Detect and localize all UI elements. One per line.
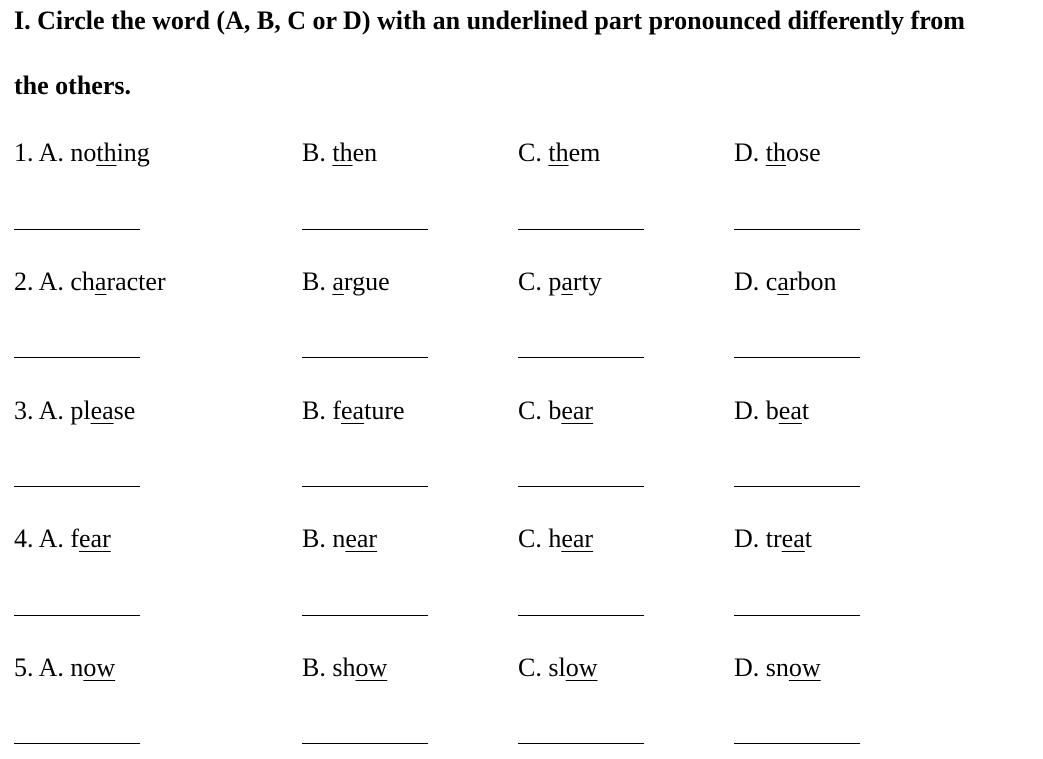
answer-blank[interactable] bbox=[302, 486, 428, 487]
question-2-option-a: 2. A. character bbox=[14, 267, 166, 296]
question-2-option-c: C. party bbox=[518, 267, 602, 296]
answer-blank[interactable] bbox=[518, 615, 644, 616]
question-5-option-d: D. snow bbox=[734, 653, 821, 682]
underlined-part: a bbox=[332, 267, 344, 296]
answer-blank[interactable] bbox=[302, 357, 428, 358]
answer-blank[interactable] bbox=[518, 357, 644, 358]
underlined-part: th bbox=[548, 138, 569, 167]
underlined-part: ow bbox=[565, 653, 598, 682]
question-row-1 bbox=[0, 138, 1043, 178]
answer-blanks-3 bbox=[0, 486, 1043, 490]
underlined-part: th bbox=[332, 138, 353, 167]
answer-blank[interactable] bbox=[518, 486, 644, 487]
question-5-option-c: C. slow bbox=[518, 653, 598, 682]
question-1-option-c: C. them bbox=[518, 138, 601, 167]
question-row-4 bbox=[0, 524, 1043, 564]
question-1-option-b: B. then bbox=[302, 138, 378, 167]
question-5-option-a: 5. A. now bbox=[14, 653, 116, 682]
answer-blank[interactable] bbox=[518, 743, 644, 744]
question-row-5 bbox=[0, 653, 1043, 693]
question-4-option-b: B. near bbox=[302, 524, 378, 553]
underlined-part: ea bbox=[781, 524, 805, 553]
answer-blank[interactable] bbox=[734, 357, 860, 358]
question-3-option-b: B. feature bbox=[302, 396, 405, 425]
answer-blank[interactable] bbox=[302, 229, 428, 230]
answer-blank[interactable] bbox=[302, 743, 428, 744]
question-3-option-c: C. bear bbox=[518, 396, 594, 425]
question-3-option-d: D. beat bbox=[734, 396, 810, 425]
underlined-part: a bbox=[94, 267, 107, 296]
underlined-part: th bbox=[96, 138, 117, 167]
underlined-part: ow bbox=[83, 653, 116, 682]
answer-blanks-4 bbox=[0, 615, 1043, 619]
answer-blank[interactable] bbox=[14, 229, 140, 230]
answer-blank[interactable] bbox=[734, 615, 860, 616]
question-2-option-d: D. carbon bbox=[734, 267, 837, 296]
question-5-option-b: B. show bbox=[302, 653, 388, 682]
question-4-option-d: D. treat bbox=[734, 524, 812, 553]
underlined-part: ea bbox=[90, 396, 114, 425]
answer-blanks-1 bbox=[0, 229, 1043, 233]
answer-blanks-5 bbox=[0, 743, 1043, 747]
underlined-part: ear bbox=[561, 524, 594, 553]
underlined-part: ear bbox=[79, 524, 111, 553]
question-1-option-a: 1. A. nothing bbox=[14, 138, 150, 167]
underlined-part: ow bbox=[355, 653, 388, 682]
instruction-line-1: I. Circle the word (A, B, C or D) with an underlined part pronounced differently from bbox=[14, 6, 965, 35]
question-row-3 bbox=[0, 396, 1043, 436]
answer-blank[interactable] bbox=[734, 486, 860, 487]
underlined-part: ea bbox=[341, 396, 365, 425]
underlined-part: a bbox=[561, 267, 573, 296]
question-4-option-a: 4. A. fear bbox=[14, 524, 111, 553]
answer-blank[interactable] bbox=[14, 615, 140, 616]
answer-blank[interactable] bbox=[518, 229, 644, 230]
underlined-part: th bbox=[765, 138, 787, 167]
question-1-option-d: D. those bbox=[734, 138, 821, 167]
underlined-part: ea bbox=[778, 396, 802, 425]
answer-blank[interactable] bbox=[14, 743, 140, 744]
underlined-part: a bbox=[777, 267, 789, 296]
answer-blanks-2 bbox=[0, 357, 1043, 361]
question-2-option-b: B. argue bbox=[302, 267, 390, 296]
question-4-option-c: C. hear bbox=[518, 524, 594, 553]
question-row-2 bbox=[0, 267, 1043, 307]
answer-blank[interactable] bbox=[14, 357, 140, 358]
answer-blank[interactable] bbox=[734, 743, 860, 744]
underlined-part: ow bbox=[788, 653, 821, 682]
answer-blank[interactable] bbox=[14, 486, 140, 487]
question-3-option-a: 3. A. please bbox=[14, 396, 136, 425]
underlined-part: ear bbox=[561, 396, 594, 425]
answer-blank[interactable] bbox=[734, 229, 860, 230]
instruction-line-2: the others. bbox=[14, 71, 131, 100]
underlined-part: ear bbox=[345, 524, 378, 553]
answer-blank[interactable] bbox=[302, 615, 428, 616]
